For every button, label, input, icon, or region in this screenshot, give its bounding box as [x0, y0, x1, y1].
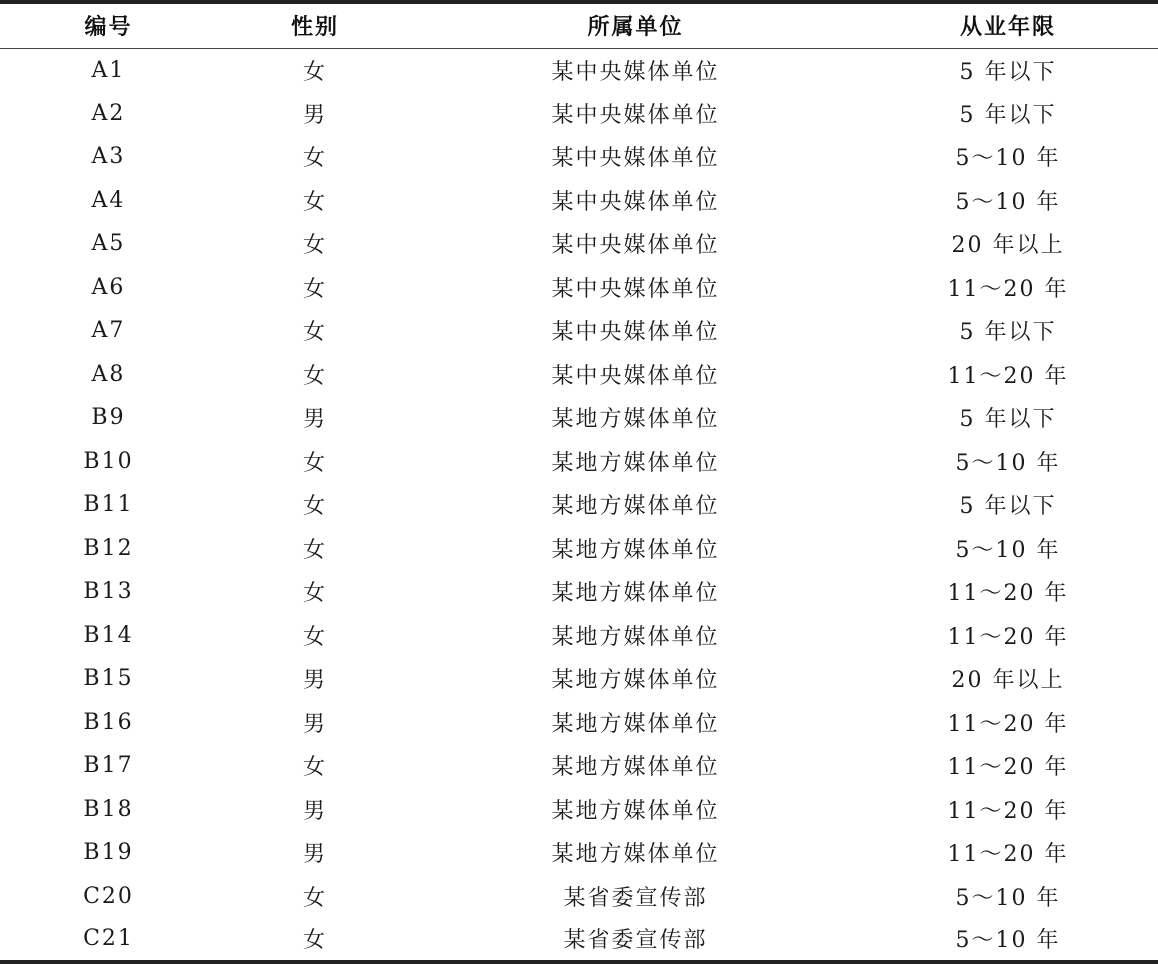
header-id: 编号 — [0, 2, 217, 48]
table-body — [0, 48, 1158, 962]
cell-gender: 女 — [302, 276, 327, 302]
cell-id: A8 — [91, 361, 126, 387]
cell-unit: 某省委宣传部 — [563, 885, 708, 911]
table-row — [0, 875, 1158, 919]
cell-unit: 某中央媒体单位 — [551, 189, 720, 215]
cell-years: 20 年以上 — [951, 668, 1065, 694]
cell-unit: 某中央媒体单位 — [551, 233, 720, 259]
cell-id: B14 — [83, 622, 134, 648]
table-row — [0, 744, 1158, 788]
cell-years: 5～10 年 — [955, 450, 1061, 476]
cell-gender: 女 — [302, 59, 327, 85]
cell-id: B17 — [83, 753, 134, 779]
cell-years: 20 年以上 — [951, 233, 1065, 259]
table-row — [0, 309, 1158, 353]
cell-years: 11～20 年 — [947, 711, 1069, 737]
cell-gender: 男 — [302, 798, 327, 824]
cell-years: 5～10 年 — [858, 918, 1158, 962]
table-row — [0, 701, 1158, 745]
cell-id: B15 — [83, 666, 134, 692]
cell-unit: 某地方媒体单位 — [551, 581, 720, 607]
table-row — [0, 92, 1158, 136]
table-row — [0, 918, 1158, 962]
cell-years: 5 年以下 — [959, 59, 1057, 85]
cell-unit: 某地方媒体单位 — [551, 798, 720, 824]
cell-years: 5～10 年 — [955, 146, 1061, 172]
cell-unit: 某地方媒体单位 — [551, 537, 720, 563]
cell-years: 11～20 年 — [947, 363, 1069, 389]
table-row — [0, 614, 1158, 658]
cell-id: B18 — [83, 796, 134, 822]
table-row — [0, 788, 1158, 832]
cell-unit: 某中央媒体单位 — [551, 320, 720, 346]
cell-id: A3 — [91, 144, 126, 170]
cell-gender: 男 — [302, 711, 327, 737]
cell-id: B10 — [83, 448, 134, 474]
cell-id: A5 — [91, 231, 126, 257]
table-row — [0, 353, 1158, 397]
header-unit: 所属单位 — [413, 2, 858, 48]
cell-id: B13 — [83, 579, 134, 605]
cell-unit: 某地方媒体单位 — [551, 668, 720, 694]
cell-years: 5～10 年 — [955, 885, 1061, 911]
cell-years: 5 年以下 — [959, 494, 1057, 520]
table-row — [0, 440, 1158, 484]
table-row — [0, 48, 1158, 92]
table-row — [0, 266, 1158, 310]
cell-gender: 男 — [302, 668, 327, 694]
table-row — [0, 657, 1158, 701]
cell-years: 11～20 年 — [947, 755, 1069, 781]
cell-years: 11～20 年 — [947, 276, 1069, 302]
cell-unit: 某地方媒体单位 — [551, 711, 720, 737]
table-row — [0, 483, 1158, 527]
cell-years: 5 年以下 — [959, 407, 1057, 433]
cell-id: A7 — [91, 318, 126, 344]
cell-unit: 某中央媒体单位 — [551, 59, 720, 85]
cell-unit: 某地方媒体单位 — [551, 450, 720, 476]
cell-id: B19 — [83, 840, 134, 866]
cell-gender: 女 — [302, 885, 327, 911]
cell-id: C21 — [0, 918, 217, 962]
cell-unit: 某中央媒体单位 — [551, 276, 720, 302]
cell-id: B9 — [91, 405, 126, 431]
table-row — [0, 831, 1158, 875]
cell-unit: 某中央媒体单位 — [551, 363, 720, 389]
cell-gender: 女 — [302, 755, 327, 781]
cell-gender: 男 — [302, 102, 327, 128]
cell-gender: 女 — [302, 624, 327, 650]
cell-years: 11～20 年 — [947, 624, 1069, 650]
cell-id: A2 — [91, 100, 126, 126]
table-row — [0, 179, 1158, 223]
table-row — [0, 527, 1158, 571]
cell-gender: 男 — [302, 842, 327, 868]
cell-gender: 女 — [302, 450, 327, 476]
cell-years: 11～20 年 — [947, 798, 1069, 824]
cell-id: C20 — [83, 883, 134, 909]
cell-years: 5 年以下 — [959, 320, 1057, 346]
cell-gender: 女 — [217, 918, 413, 962]
table-header — [0, 2, 1158, 48]
table-row — [0, 222, 1158, 266]
cell-years: 11～20 年 — [947, 581, 1069, 607]
cell-gender: 女 — [302, 537, 327, 563]
table-row — [0, 135, 1158, 179]
header-years: 从业年限 — [858, 2, 1158, 48]
cell-unit: 某中央媒体单位 — [551, 146, 720, 172]
cell-gender: 女 — [302, 189, 327, 215]
cell-unit: 某地方媒体单位 — [551, 624, 720, 650]
cell-id: A4 — [91, 187, 126, 213]
cell-id: B12 — [83, 535, 134, 561]
cell-unit: 某中央媒体单位 — [551, 102, 720, 128]
header-gender: 性别 — [217, 2, 413, 48]
cell-unit: 某地方媒体单位 — [551, 842, 720, 868]
cell-gender: 女 — [302, 494, 327, 520]
cell-gender: 女 — [302, 581, 327, 607]
cell-unit: 某省委宣传部 — [413, 918, 858, 962]
cell-gender: 女 — [302, 363, 327, 389]
cell-gender: 女 — [302, 146, 327, 172]
cell-id: B11 — [83, 492, 134, 518]
cell-id: A1 — [91, 57, 126, 83]
table-row — [0, 396, 1158, 440]
cell-id: A6 — [91, 274, 126, 300]
cell-years: 5～10 年 — [955, 537, 1061, 563]
cell-id: B16 — [83, 709, 134, 735]
cell-gender: 女 — [302, 320, 327, 346]
cell-gender: 女 — [302, 233, 327, 259]
table-row — [0, 570, 1158, 614]
cell-unit: 某地方媒体单位 — [551, 755, 720, 781]
cell-years: 11～20 年 — [947, 842, 1069, 868]
cell-unit: 某地方媒体单位 — [551, 494, 720, 520]
cell-years: 5～10 年 — [955, 189, 1061, 215]
cell-unit: 某地方媒体单位 — [551, 407, 720, 433]
cell-years: 5 年以下 — [959, 102, 1057, 128]
cell-gender: 男 — [302, 407, 327, 433]
header-row — [0, 2, 1158, 48]
